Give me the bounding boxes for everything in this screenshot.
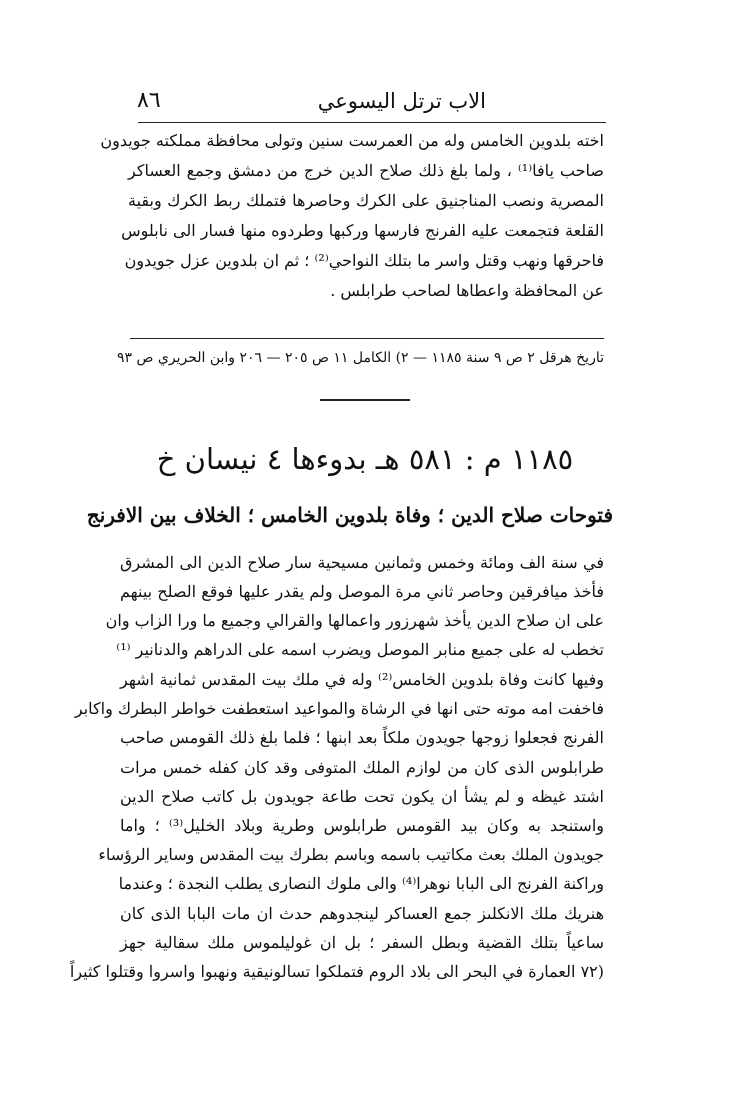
continued-paragraph — [100, 126, 604, 306]
text-line: ساعياً بتلك القضية وبطل السفر ؛ بل ان غوليلموس ملك سقالية جهز — [120, 932, 604, 952]
text-line: الفرنج فجعلوا زوجها جويدون ملكاً بعد ابنها ؛ فلما بلغ ذلك القومس صاحب — [120, 728, 604, 748]
text-line: وراكنة الفرنج الى البابا نوهرا⁽⁴⁾ والى ملوك النصارى يطلب النجدة ؛ وعندما — [118, 874, 604, 894]
text-line: تخطب له على جميع منابر الموصل ويضرب اسمه على الدراهم والدنانير ⁽¹⁾ — [116, 640, 604, 659]
footnote-rule — [130, 338, 604, 339]
text-line: فاحرقها ونهب وقتل واسر ما بتلك النواحي⁽²⁾ ؛ ثم ان بلدوين عزل جويدون — [124, 251, 604, 270]
text-line: هنريك ملك الانكلىز جمع العساكر لينجدوهم حدث ان مات البابا الذى كان — [120, 903, 604, 923]
section-date-heading: ١١٨٥ م : ٥٨١ هـ بدوءها ٤ نيسان خ — [156, 442, 574, 476]
section-divider — [320, 399, 410, 401]
first-section-paragraph — [105, 548, 604, 664]
text-line: فاخفت امه موته حتى انها في الرشاة والمواعيد استعطفت خواطر البطرك واكابر — [74, 699, 604, 719]
text-line: على ان صلاح الدين يأخذ شهرزور واعمالها والقرالي وجميع ما ورا الزاب وان — [105, 611, 604, 630]
text-line: في سنة الف ومائة وخمس وثمانين مسيحية سار صلاح الدين الى المشرق — [120, 553, 604, 572]
footnote: تاريخ هرقل ٢ ص ٩ سنة ١١٨٥ — ٢) الكامل ١١ ص ٢٠٥ — ٢٠٦ وابن الحريري ص ٩٣ — [117, 350, 604, 366]
text-line: القلعة فتجمعت عليه الفرنج فارسها وركبها وطردوه منها فسار الى نابلوس — [121, 221, 604, 240]
text-line: المصرية ونصب المناجنيق على الكرك وحاصرها فتملك ربط الكرك وبقية — [128, 191, 604, 210]
text-line: صاحب يافا⁽¹⁾ ، ولما بلغ ذلك صلاح الدين خرج من دمشق وجمع العساكر — [128, 161, 604, 180]
text-line: طرابلوس الذى كان من لوازم الملك المتوفى وقد كان كفله خمس مرات — [120, 757, 604, 777]
text-line: (٧٢ العمارة في البحر الى بلاد الروم فتملكوا تسالونيقية ونهبوا واسروا وقتلوا كثيراً — [69, 961, 604, 981]
section-title: فتوحات صلاح الدين ؛ وفاة بلدوين الخامس ؛ الخلاف بين الافرنج — [86, 503, 613, 527]
page-header — [137, 86, 604, 120]
header-rule — [138, 122, 606, 123]
text-line: فأخذ ميافرقين وحاصر ثاني مرة الموصل ولم يقدر عليها فوقع الصلح بينهم — [120, 582, 604, 601]
text-line: عن المحافظة واعطاها لصاحب طرابلس . — [330, 281, 604, 300]
second-section-paragraph — [69, 665, 605, 986]
text-line: وفيها كانت وفاة بلدوين الخامس⁽²⁾ وله في ملك بيت المقدس ثمانية اشهر — [120, 670, 605, 689]
page-number: ٨٦ — [137, 88, 161, 113]
text-line: اخته بلدوين الخامس وله من العمرست سنين وتولى محافظة مملكته جويدون — [100, 131, 604, 150]
text-line: اشتد غيظه و لم يشأ ان يكون تحت طاعة جويدون بل كاتب صلاح الدين — [120, 786, 604, 806]
text-line: واستنجد به وكان بيد القومس طرابلوس وطرية وبلاد الخليل⁽³⁾ ؛ واما — [120, 815, 604, 835]
running-head: الاب ترتل اليسوعي — [317, 89, 486, 113]
text-line: جويدون الملك بعث مكاتيب باسمه وباسم بطرك بيت المقدس وساير الرؤساء — [98, 845, 604, 865]
